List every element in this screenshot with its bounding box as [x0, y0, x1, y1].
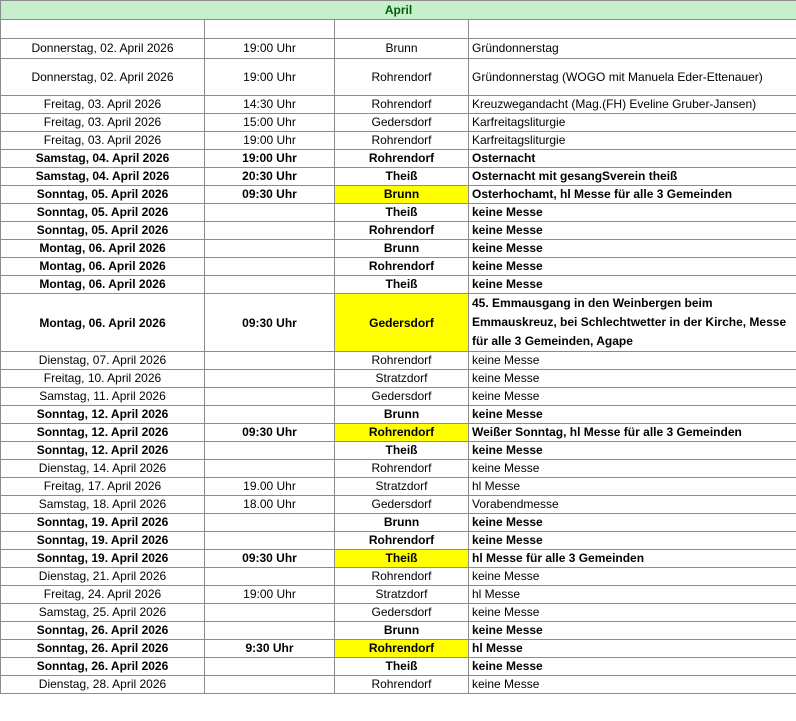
date-cell[interactable]: Samstag, 11. April 2026: [1, 388, 205, 406]
table-row: [1, 258, 796, 276]
time-cell[interactable]: 09:30 Uhr: [205, 186, 335, 204]
table-row: [1, 168, 796, 186]
place-cell[interactable]: Rohrendorf: [335, 676, 469, 694]
date-cell[interactable]: Freitag, 17. April 2026: [1, 478, 205, 496]
table-row: [1, 622, 796, 640]
table-row: [1, 406, 796, 424]
event-cell[interactable]: Gründonnerstag: [469, 39, 796, 59]
time-cell[interactable]: 19.00 Uhr: [205, 478, 335, 496]
place-cell[interactable]: Theiß: [335, 442, 469, 460]
blank-cell[interactable]: [469, 20, 796, 39]
table-row: [1, 186, 796, 204]
event-cell[interactable]: hl Messe: [469, 586, 796, 604]
date-cell[interactable]: Freitag, 24. April 2026: [1, 586, 205, 604]
place-cell[interactable]: Rohrendorf: [335, 640, 469, 658]
event-cell[interactable]: keine Messe: [469, 388, 796, 406]
time-cell[interactable]: [205, 568, 335, 586]
schedule-body: [1, 1, 796, 694]
event-cell[interactable]: Karfreitagsliturgie: [469, 132, 796, 150]
date-cell[interactable]: Sonntag, 19. April 2026: [1, 514, 205, 532]
blank-cell[interactable]: [335, 20, 469, 39]
event-cell[interactable]: keine Messe: [469, 204, 796, 222]
place-cell[interactable]: Stratzdorf: [335, 586, 469, 604]
table-row: [1, 388, 796, 406]
blank-cell[interactable]: [205, 20, 335, 39]
table-row: [1, 604, 796, 622]
date-cell[interactable]: Samstag, 25. April 2026: [1, 604, 205, 622]
event-cell[interactable]: 45. Emmausgang in den Weinbergen beim Emmauskreuz, bei Schlechtwetter in der Kirche, Messe für alle 3 Gemeinden, Agape: [469, 294, 796, 352]
event-cell[interactable]: hl Messe: [469, 640, 796, 658]
table-row: [1, 276, 796, 294]
place-cell[interactable]: Stratzdorf: [335, 478, 469, 496]
event-cell[interactable]: keine Messe: [469, 258, 796, 276]
place-cell[interactable]: Theiß: [335, 168, 469, 186]
table-row: [1, 96, 796, 114]
table-row: [1, 496, 796, 514]
place-cell[interactable]: Brunn: [335, 39, 469, 59]
date-cell[interactable]: Freitag, 03. April 2026: [1, 132, 205, 150]
place-cell[interactable]: Rohrendorf: [335, 59, 469, 96]
table-row: [1, 586, 796, 604]
date-cell[interactable]: Donnerstag, 02. April 2026: [1, 39, 205, 59]
event-cell[interactable]: keine Messe: [469, 568, 796, 586]
date-cell[interactable]: Sonntag, 12. April 2026: [1, 442, 205, 460]
blank-cell[interactable]: [1, 20, 205, 39]
event-cell[interactable]: Weißer Sonntag, hl Messe für alle 3 Gemeinden: [469, 424, 796, 442]
date-cell[interactable]: Montag, 06. April 2026: [1, 258, 205, 276]
date-cell[interactable]: Donnerstag, 02. April 2026: [1, 59, 205, 96]
place-cell[interactable]: Rohrendorf: [335, 132, 469, 150]
table-row: [1, 59, 796, 96]
date-cell[interactable]: Sonntag, 05. April 2026: [1, 186, 205, 204]
time-cell[interactable]: 19:00 Uhr: [205, 39, 335, 59]
time-cell[interactable]: 19:00 Uhr: [205, 59, 335, 96]
table-row: [1, 294, 796, 352]
time-cell[interactable]: [205, 352, 335, 370]
date-cell[interactable]: Sonntag, 19. April 2026: [1, 550, 205, 568]
time-cell[interactable]: [205, 514, 335, 532]
date-cell[interactable]: Freitag, 10. April 2026: [1, 370, 205, 388]
table-row: [1, 658, 796, 676]
place-cell[interactable]: Theiß: [335, 204, 469, 222]
blank-row: [1, 20, 796, 39]
table-row: [1, 352, 796, 370]
place-cell[interactable]: Brunn: [335, 514, 469, 532]
place-cell[interactable]: Theiß: [335, 658, 469, 676]
table-row: [1, 370, 796, 388]
time-cell[interactable]: 09:30 Uhr: [205, 294, 335, 352]
place-cell[interactable]: Rohrendorf: [335, 222, 469, 240]
table-row: [1, 532, 796, 550]
event-cell[interactable]: Karfreitagsliturgie: [469, 114, 796, 132]
date-cell[interactable]: Sonntag, 12. April 2026: [1, 406, 205, 424]
date-cell[interactable]: Montag, 06. April 2026: [1, 276, 205, 294]
time-cell[interactable]: 19:00 Uhr: [205, 132, 335, 150]
time-cell[interactable]: [205, 676, 335, 694]
event-cell[interactable]: hl Messe: [469, 478, 796, 496]
event-cell[interactable]: Osternacht mit gesangSverein theiß: [469, 168, 796, 186]
time-cell[interactable]: 9:30 Uhr: [205, 640, 335, 658]
time-cell[interactable]: 09:30 Uhr: [205, 550, 335, 568]
place-cell[interactable]: Brunn: [335, 240, 469, 258]
date-cell[interactable]: Sonntag, 26. April 2026: [1, 658, 205, 676]
table-row: [1, 550, 796, 568]
event-cell[interactable]: keine Messe: [469, 622, 796, 640]
time-cell[interactable]: [205, 240, 335, 258]
place-cell[interactable]: Gedersdorf: [335, 496, 469, 514]
time-cell[interactable]: [205, 658, 335, 676]
place-cell[interactable]: Gedersdorf: [335, 604, 469, 622]
time-cell[interactable]: [205, 622, 335, 640]
table-row: [1, 150, 796, 168]
date-cell[interactable]: Samstag, 04. April 2026: [1, 168, 205, 186]
place-cell[interactable]: Rohrendorf: [335, 96, 469, 114]
date-cell[interactable]: Dienstag, 28. April 2026: [1, 676, 205, 694]
time-cell[interactable]: 15:00 Uhr: [205, 114, 335, 132]
time-cell[interactable]: 19:00 Uhr: [205, 586, 335, 604]
time-cell[interactable]: [205, 370, 335, 388]
time-cell[interactable]: 14:30 Uhr: [205, 96, 335, 114]
place-cell[interactable]: Gedersdorf: [335, 388, 469, 406]
date-cell[interactable]: Dienstag, 14. April 2026: [1, 460, 205, 478]
place-cell[interactable]: Stratzdorf: [335, 370, 469, 388]
event-cell[interactable]: Vorabendmesse: [469, 496, 796, 514]
time-cell[interactable]: [205, 604, 335, 622]
event-cell[interactable]: keine Messe: [469, 604, 796, 622]
date-cell[interactable]: Dienstag, 07. April 2026: [1, 352, 205, 370]
table-row: [1, 640, 796, 658]
time-cell[interactable]: [205, 222, 335, 240]
table-row: [1, 222, 796, 240]
table-row: [1, 568, 796, 586]
month-header-row: [1, 1, 796, 20]
time-cell[interactable]: [205, 460, 335, 478]
date-cell[interactable]: Montag, 06. April 2026: [1, 294, 205, 352]
date-cell[interactable]: Sonntag, 26. April 2026: [1, 622, 205, 640]
event-cell[interactable]: Osterhochamt, hl Messe für alle 3 Gemeinden: [469, 186, 796, 204]
place-cell[interactable]: Rohrendorf: [335, 424, 469, 442]
event-cell[interactable]: keine Messe: [469, 370, 796, 388]
table-row: [1, 39, 796, 59]
time-cell[interactable]: [205, 388, 335, 406]
table-row: [1, 478, 796, 496]
table-row: [1, 514, 796, 532]
place-cell[interactable]: Rohrendorf: [335, 150, 469, 168]
place-cell[interactable]: Gedersdorf: [335, 114, 469, 132]
date-cell[interactable]: Freitag, 03. April 2026: [1, 114, 205, 132]
table-row: [1, 424, 796, 442]
table-row: [1, 132, 796, 150]
place-cell[interactable]: Rohrendorf: [335, 258, 469, 276]
table-row: [1, 676, 796, 694]
date-cell[interactable]: Samstag, 04. April 2026: [1, 150, 205, 168]
date-cell[interactable]: Freitag, 03. April 2026: [1, 96, 205, 114]
place-cell[interactable]: Brunn: [335, 622, 469, 640]
time-cell[interactable]: [205, 442, 335, 460]
time-cell[interactable]: [205, 204, 335, 222]
event-cell[interactable]: keine Messe: [469, 406, 796, 424]
place-cell[interactable]: Rohrendorf: [335, 532, 469, 550]
time-cell[interactable]: [205, 276, 335, 294]
place-cell[interactable]: Brunn: [335, 406, 469, 424]
event-cell[interactable]: Osternacht: [469, 150, 796, 168]
date-cell[interactable]: Sonntag, 05. April 2026: [1, 222, 205, 240]
event-cell[interactable]: keine Messe: [469, 514, 796, 532]
table-row: [1, 114, 796, 132]
place-cell[interactable]: Rohrendorf: [335, 568, 469, 586]
date-cell[interactable]: Dienstag, 21. April 2026: [1, 568, 205, 586]
event-cell[interactable]: keine Messe: [469, 676, 796, 694]
time-cell[interactable]: [205, 532, 335, 550]
time-cell[interactable]: 18.00 Uhr: [205, 496, 335, 514]
event-cell[interactable]: keine Messe: [469, 276, 796, 294]
date-cell[interactable]: Sonntag, 05. April 2026: [1, 204, 205, 222]
event-cell[interactable]: keine Messe: [469, 460, 796, 478]
month-title: April: [1, 1, 796, 20]
place-cell[interactable]: Gedersdorf: [335, 294, 469, 352]
table-row: [1, 240, 796, 258]
place-cell[interactable]: Theiß: [335, 276, 469, 294]
event-cell[interactable]: keine Messe: [469, 240, 796, 258]
date-cell[interactable]: Sonntag, 26. April 2026: [1, 640, 205, 658]
time-cell[interactable]: 09:30 Uhr: [205, 424, 335, 442]
event-cell[interactable]: Kreuzwegandacht (Mag.(FH) Eveline Gruber-Jansen): [469, 96, 796, 114]
time-cell[interactable]: 20:30 Uhr: [205, 168, 335, 186]
table-row: [1, 204, 796, 222]
table-row: [1, 442, 796, 460]
place-cell[interactable]: Rohrendorf: [335, 352, 469, 370]
table-row: [1, 460, 796, 478]
event-cell[interactable]: Gründonnerstag (WOGO mit Manuela Eder-Ettenauer): [469, 59, 796, 96]
event-cell[interactable]: keine Messe: [469, 442, 796, 460]
time-cell[interactable]: [205, 406, 335, 424]
date-cell[interactable]: Sonntag, 19. April 2026: [1, 532, 205, 550]
date-cell[interactable]: Samstag, 18. April 2026: [1, 496, 205, 514]
event-cell[interactable]: keine Messe: [469, 658, 796, 676]
event-cell[interactable]: keine Messe: [469, 222, 796, 240]
event-cell[interactable]: hl Messe für alle 3 Gemeinden: [469, 550, 796, 568]
place-cell[interactable]: Rohrendorf: [335, 460, 469, 478]
event-cell[interactable]: keine Messe: [469, 532, 796, 550]
event-cell[interactable]: keine Messe: [469, 352, 796, 370]
time-cell[interactable]: [205, 258, 335, 276]
time-cell[interactable]: 19:00 Uhr: [205, 150, 335, 168]
date-cell[interactable]: Montag, 06. April 2026: [1, 240, 205, 258]
place-cell[interactable]: Brunn: [335, 186, 469, 204]
date-cell[interactable]: Sonntag, 12. April 2026: [1, 424, 205, 442]
place-cell[interactable]: Theiß: [335, 550, 469, 568]
